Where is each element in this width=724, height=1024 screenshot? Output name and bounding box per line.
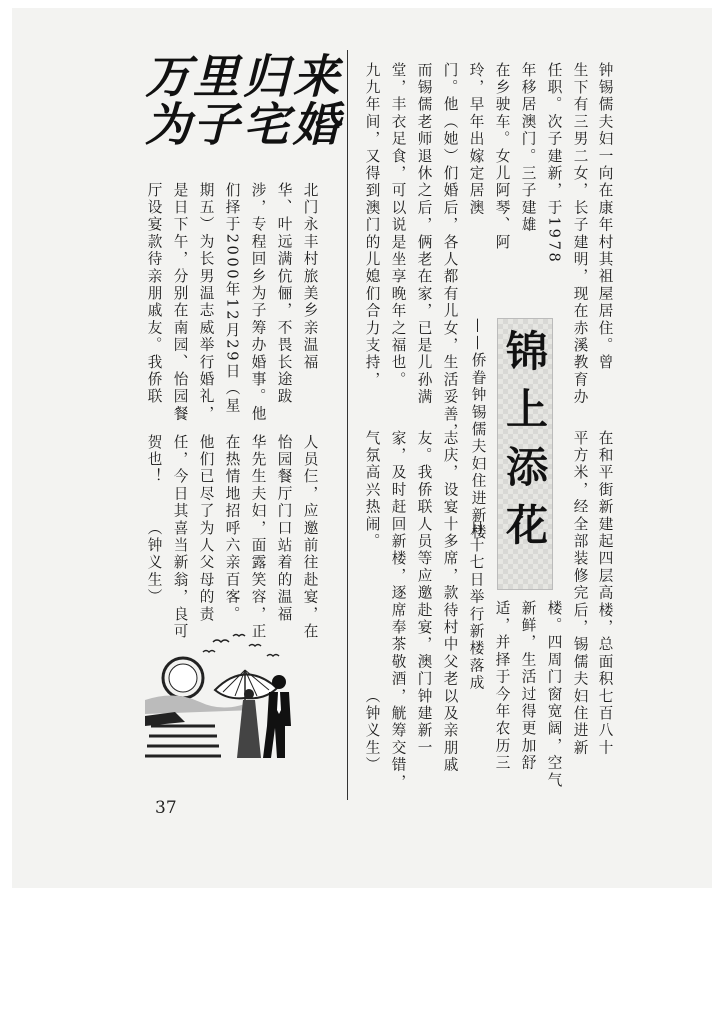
body-column: 在热情地招呼六亲百客。 (223, 434, 241, 624)
body-column: 堂，丰衣足食，可以说是坐享晚年之福也。 (389, 62, 407, 389)
author-byline: （钟义生） (145, 520, 163, 606)
body-column: 友。我侨联人员等应邀赴宴，澳门钟建新一 (415, 430, 433, 757)
woman-figure (237, 689, 261, 758)
article-title-column: 里子 (186, 52, 240, 148)
sun-icon (163, 658, 203, 698)
body-column: 北门永丰村旅美乡亲温福 (301, 182, 319, 372)
body-column: 涉，专程回乡为子筹办婚事。他 (249, 182, 267, 423)
body-column: 适，并择于今年农历三 (493, 600, 511, 772)
body-column: 厅设宴款待亲朋戚友。我侨联 (145, 182, 163, 406)
body-column: 是日下午，分别在南园、怡园餐 (171, 182, 189, 423)
article-title-column: 归宅 (236, 52, 290, 148)
body-column: 他们已尽了为人父母的责 (197, 434, 215, 624)
body-column: 楼。四周门窗宽阔，空气 (545, 600, 563, 790)
body-column: 华、叶远满伉俪，不畏长途跋 (275, 182, 293, 406)
column-divider (347, 50, 348, 800)
body-column: 新鲜，生活过得更加舒 (519, 600, 537, 772)
body-column: 九九年间，又得到澳门的儿媳们合力支持， (363, 62, 381, 389)
body-column: 们择于2000年12月29日（星 (223, 182, 241, 415)
body-column: 在和平街新建起四层高楼，总面积七百八十 (596, 430, 614, 757)
body-column: 门。他（她）们婚后，各人都有儿女，生活妥善， (441, 62, 459, 441)
body-column: 贺也！ (145, 434, 163, 486)
article-title-column: 来婚 (286, 52, 340, 148)
body-column: 平方米，经全部装修完后，锡儒夫妇住进新 (571, 430, 589, 757)
body-column: 而锡儒老师退休之后，俩老在家，已是儿孙满 (415, 62, 433, 406)
author-byline: （钟义生） (363, 688, 381, 774)
couple-illustration (145, 630, 325, 760)
article-title: 锦上添花 (500, 329, 549, 561)
body-column: 家，及时赶回新楼，逐席奉茶敬酒，觥筹交错， (389, 430, 407, 792)
page-number: 37 (155, 798, 177, 818)
article-subtitle: ——侨眷钟锡儒夫妇住进新楼 (469, 318, 487, 542)
article-title-block (497, 318, 553, 590)
birds-icon (203, 635, 279, 657)
body-column: 任，今日其喜当新翁，良可 (171, 434, 189, 641)
body-column: 期五）为长男温志威举行婚礼， (197, 182, 215, 423)
body-column: 气氛高兴热闹。 (363, 430, 381, 551)
body-column: 人员仨，应邀前往赴宴，在 (301, 434, 319, 641)
body-column: 钟锡儒夫妇一向在康年村其祖屋居住。曾 (596, 62, 614, 372)
body-column: 志庆，设宴十多席，款待村中父老以及亲朋戚 (441, 430, 459, 774)
body-column: 年移居澳门。三子建雄 (519, 62, 537, 234)
body-column: 玲，早年出嫁定居澳 (467, 62, 485, 217)
body-column: 月十七日举行新楼落成 (467, 520, 485, 692)
body-column: 华先生夫妇，面露笑容，正 (249, 434, 267, 641)
body-column: 任职。次子建新，于1978 (545, 62, 563, 265)
water-lines (145, 726, 221, 756)
body-column: 怡园餐厅门口站着的温福 (275, 434, 293, 624)
article-title-column: 万为 (138, 52, 192, 148)
body-column: 在乡驶车。女儿阿琴、阿 (493, 62, 511, 252)
body-column: 生下有三男二女，长子建明，现在赤溪教育办 (571, 62, 589, 406)
